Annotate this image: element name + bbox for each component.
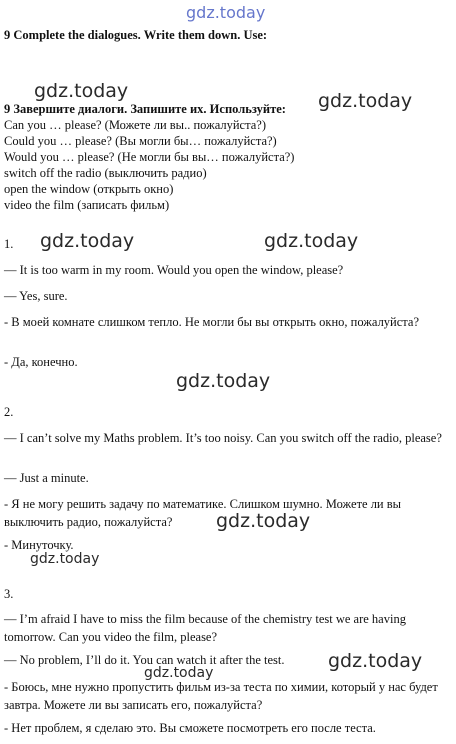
watermark: gdz.today [176, 370, 271, 392]
dialogue-line: — It is too warm in my room. Would you open the window, please? [4, 263, 344, 277]
dialogue-line: — Just a minute. [4, 471, 89, 485]
phrase-item: Can you … please? (Можете ли вы.. пожалуйста?) [4, 118, 266, 132]
phrase-item: open the window (открыть окно) [4, 182, 174, 196]
dialogue-line: - Боюсь, мне нужно пропустить фильм из-за теста по химии, который у нас будет завтра. Можете ли вы записать его, пожалуйста? [4, 680, 438, 712]
dialogue-line: — I can’t solve my Maths problem. It’s too noisy. Can you switch off the radio, please? [4, 431, 442, 445]
watermark: gdz.today [34, 80, 129, 102]
dialogue-line: - Я не могу решить задачу по математике. Слишком шумно. Можете ли вы выключить радио, пожалуйста? [4, 497, 402, 529]
watermark: gdz.today [328, 650, 423, 672]
dialogue-line: — No problem, I’ll do it. You can watch it after the test. [4, 653, 285, 667]
dialogue-line: — I’m afraid I have to miss the film because of the chemistry test we are having tomorrow. Can you video the film, please? [4, 612, 406, 644]
task-heading-en: 9 Complete the dialogues. Write them down. Use: [4, 28, 268, 42]
dialogue-number: 2. [4, 405, 14, 419]
watermark: gdz.today [144, 665, 214, 681]
phrase-item: Could you … please? (Вы могли бы… пожалуйста?) [4, 134, 277, 148]
dialogue-line: - Да, конечно. [4, 355, 78, 369]
watermark: gdz.today [30, 551, 100, 567]
phrase-item: video the film (записать фильм) [4, 198, 170, 212]
dialogue-line: - Минуточку. [4, 538, 74, 552]
dialogue-line: - В моей комнате слишком тепло. Не могли бы вы открыть окно, пожалуйста? [4, 315, 420, 329]
watermark: gdz.today [40, 230, 135, 252]
watermark: gdz.today [216, 510, 311, 532]
dialogue-number: 1. [4, 237, 14, 251]
phrase-item: switch off the radio (выключить радио) [4, 166, 207, 180]
task-heading-ru: 9 Завершите диалоги. Запишите их. Используйте: [4, 102, 286, 116]
watermark: gdz.today [264, 230, 359, 252]
dialogue-line: - Нет проблем, я сделаю это. Вы сможете посмотреть его после теста. [4, 721, 376, 735]
watermark: gdz.today [318, 90, 413, 112]
dialogue-line: — Yes, sure. [4, 289, 68, 303]
watermark-top: gdz.today [186, 3, 266, 22]
dialogue-number: 3. [4, 587, 14, 601]
phrase-item: Would you … please? (Не могли бы вы… пожалуйста?) [4, 150, 295, 164]
